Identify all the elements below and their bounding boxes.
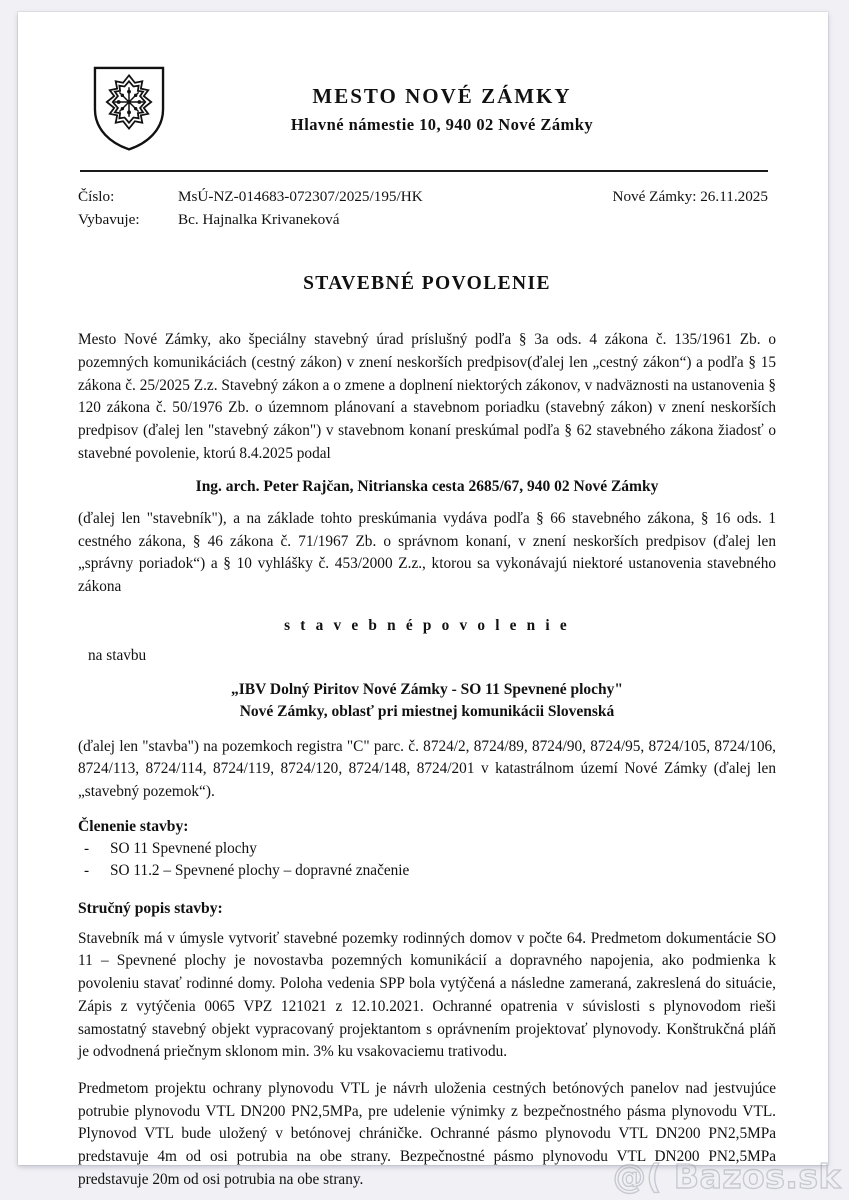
organisation-block — [166, 78, 776, 137]
project-name: „IBV Dolný Piritov Nové Zámky - SO 11 Spevnené plochy" — [231, 680, 623, 698]
description-paragraph-1: Stavebník má v úmysle vytvoriť stavebné pozemky rodinných domov v počte 64. Predmetom dokumentácie SO 11 – Spevnené plochy je novostavba pozemných komunikácií a dopravného napojenia, ako podmienka k povoleniu stavať rodinné domy. Poloha vedenia SPP bola vytýčená a následne zameraná, zakreslená do situácie, Zápis z vytýčenia 0065 VPZ 121021 z 12.10.2021. Ochranné opatrenia v súvislosti s plynovodom rieši samostatný stavebný objekt vypracovaný projektantom s oprávnením projektovať plynovody. Konštrukčná pláň je odvodnená priečnym sklonom min. 3% ku vsakovaciemu trativodu. — [78, 929, 776, 1061]
list-item-label: SO 11.2 – Spevnené plochy – dopravné značenie — [110, 862, 410, 880]
list-item — [84, 838, 776, 860]
list-item-label: SO 11 Spevnené plochy — [110, 839, 257, 857]
handler-label: Vybavuje: — [78, 211, 140, 229]
dash-marker: - — [84, 839, 90, 857]
breakdown-heading: Členenie stavby: — [78, 817, 189, 835]
parcels-paragraph: (ďalej len "stavba") na pozemkoch registra "C" parc. č. 8724/2, 8724/89, 8724/90, 8724/95, 8724/105, 8724/106, 8724/113, 8724/114, 8724/119, 8724/120, 8724/148, 8724/201 v katastrálnom území Nové Zámky (ďalej len „stavebný pozemok“). — [78, 737, 776, 801]
reference-block — [78, 185, 776, 231]
project-location: Nové Zámky, oblasť pri miestnej komunikácii Slovenská — [239, 703, 615, 721]
place-and-date: Nové Zámky: 26.11.2025 — [612, 188, 768, 205]
decision-word: s t a v e b n é p o v o l e n i e — [284, 616, 570, 634]
coat-of-arms-shield-icon — [92, 65, 166, 152]
letterhead — [78, 60, 776, 156]
handler-row — [78, 208, 776, 231]
legal-basis-paragraph: (ďalej len "stavebník"), a na základe tohto preskúmania vydáva podľa § 66 stavebného zákona, § 16 ods. 1 cestného zákona, § 46 zákona č. 71/1967 Zb. o správnom konaní, v znení neskorších predpisov (ďalej len „správny poriadok“) a § 10 vyhlášky č. 453/2000 Z.z., ktorou sa vykonávajú niektoré ustanovenia stavebného zákona — [78, 509, 776, 595]
description-heading: Stručný popis stavby: — [78, 899, 223, 917]
dash-marker: - — [84, 862, 90, 880]
organisation-address: Hlavné námestie 10, 940 02 Nové Zámky — [290, 114, 594, 134]
reference-number-label: Číslo: — [78, 188, 115, 205]
organisation-name: MESTO NOVÉ ZÁMKY — [312, 84, 572, 109]
reference-number-value: MsÚ-NZ-014683-072307/2025/195/HK — [178, 188, 423, 205]
list-item — [84, 860, 776, 882]
for-construction-label: na stavbu — [88, 646, 147, 664]
breakdown-list — [78, 838, 776, 883]
intro-paragraph: Mesto Nové Zámky, ako špeciálny stavebný úrad príslušný podľa § 3a ods. 4 zákona č. 135/1961 Zb. o pozemných komunikáciách (cestný zákon) v znení neskorších predpisov(ďalej len „cestný zákon“) a podľa § 15 zákona č. 25/2025 Z.z. Stavebný zákon a o zmene a doplnení niektorých zákonov, v nadväznosti na ustanovenia § 120 zákona č. 50/1976 Zb. o územnom plánovaní a stavebnom poriadku (stavebný zákon) v znení neskorších predpisov (ďalej len "stavebný zákon") v stavebnom konaní preskúmal podľa § 62 stavebného zákona žiadosť o stavebné povolenie, ktorú 8.4.2025 podal — [78, 331, 776, 462]
description-paragraph-2: Predmetom projektu ochrany plynovodu VTL je návrh uloženia cestných betónových panelov nad jestvujúce potrubie plynovodu VTL DN200 PN2,5MPa, pre udelenie výnimky z bezpečnostného pásma plynovodu VTL. Plynovod VTL bude uložený v betónovej chráničke. Ochranné pásmo plynovodu VTL DN200 PN2,5MPa predstavuje 4m od osi potrubia na obe strany. Bezpečnostné pásmo plynovodu VTL DN200 PN2,5MPa predstavuje 20m od osi potrubia na obe strany. — [78, 1079, 776, 1188]
handler-value: Bc. Hajnalka Krivaneková — [178, 211, 340, 229]
bazos-watermark: @( Bazos.sk — [612, 1157, 841, 1196]
header-divider — [80, 170, 768, 172]
project-title-block — [78, 679, 776, 724]
page-title: STAVEBNÉ POVOLENIE — [303, 273, 551, 295]
applicant-name: Ing. arch. Peter Rajčan, Nitrianska cesta 2685/67, 940 02 Nové Zámky — [195, 478, 659, 496]
